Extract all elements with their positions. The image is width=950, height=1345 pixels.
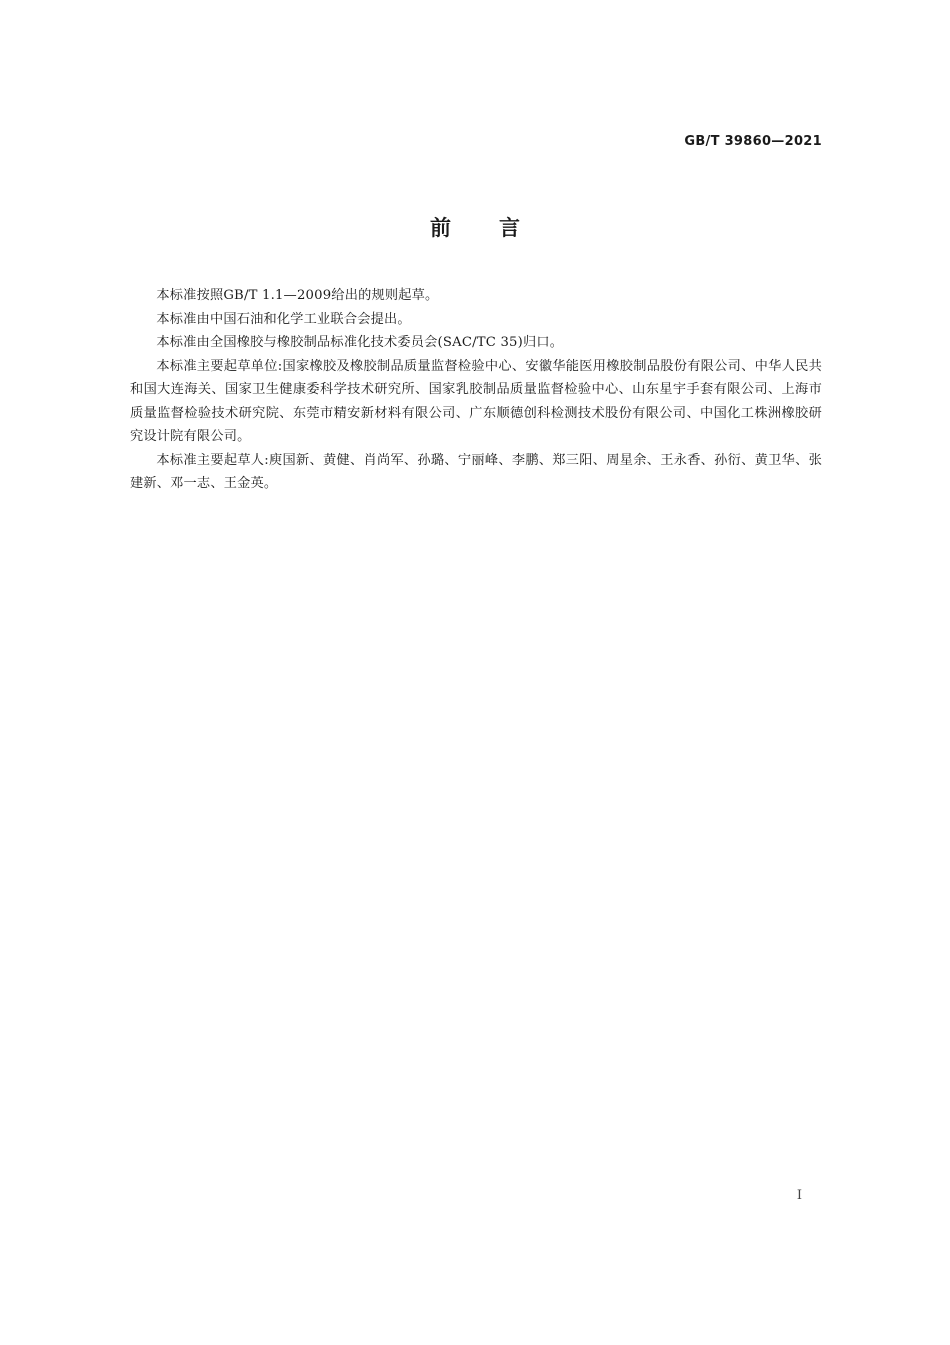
page-number: I [796, 1188, 802, 1203]
paragraph-drafting-rules: 本标准按照GB/T 1.1—2009给出的规则起草。 [156, 288, 439, 303]
paragraph-proposer: 本标准由中国石油和化学工业联合会提出。 [156, 311, 411, 327]
standard-number: GB/T 39860—2021 [684, 134, 822, 149]
paragraph-drafting-units: 本标准主要起草单位:国家橡胶及橡胶制品质量监督检验中心、安徽华能医用橡胶制品股份有限公司、中华人民共和国大连海关、国家卫生健康委科学技术研究所、国家乳胶制品质量监督检验中心、山东星宇手套有限公司、上海市质量监督检验技术研究院、东莞市精安新材料有限公司、广东顺德创科检测技术股份有限公司、中国化工株洲橡胶研究设计院有限公司。 [130, 358, 822, 444]
foreword-body [130, 284, 822, 496]
page-title: 前言 [430, 216, 568, 240]
paragraph-committee: 本标准由全国橡胶与橡胶制品标准化技术委员会(SAC/TC 35)归口。 [156, 335, 564, 350]
paragraph-drafters: 本标准主要起草人:庾国新、黄健、肖尚军、孙璐、宁丽峰、李鹏、郑三阳、周星余、王永香、孙衍、黄卫华、张建新、邓一志、王金英。 [130, 452, 822, 491]
